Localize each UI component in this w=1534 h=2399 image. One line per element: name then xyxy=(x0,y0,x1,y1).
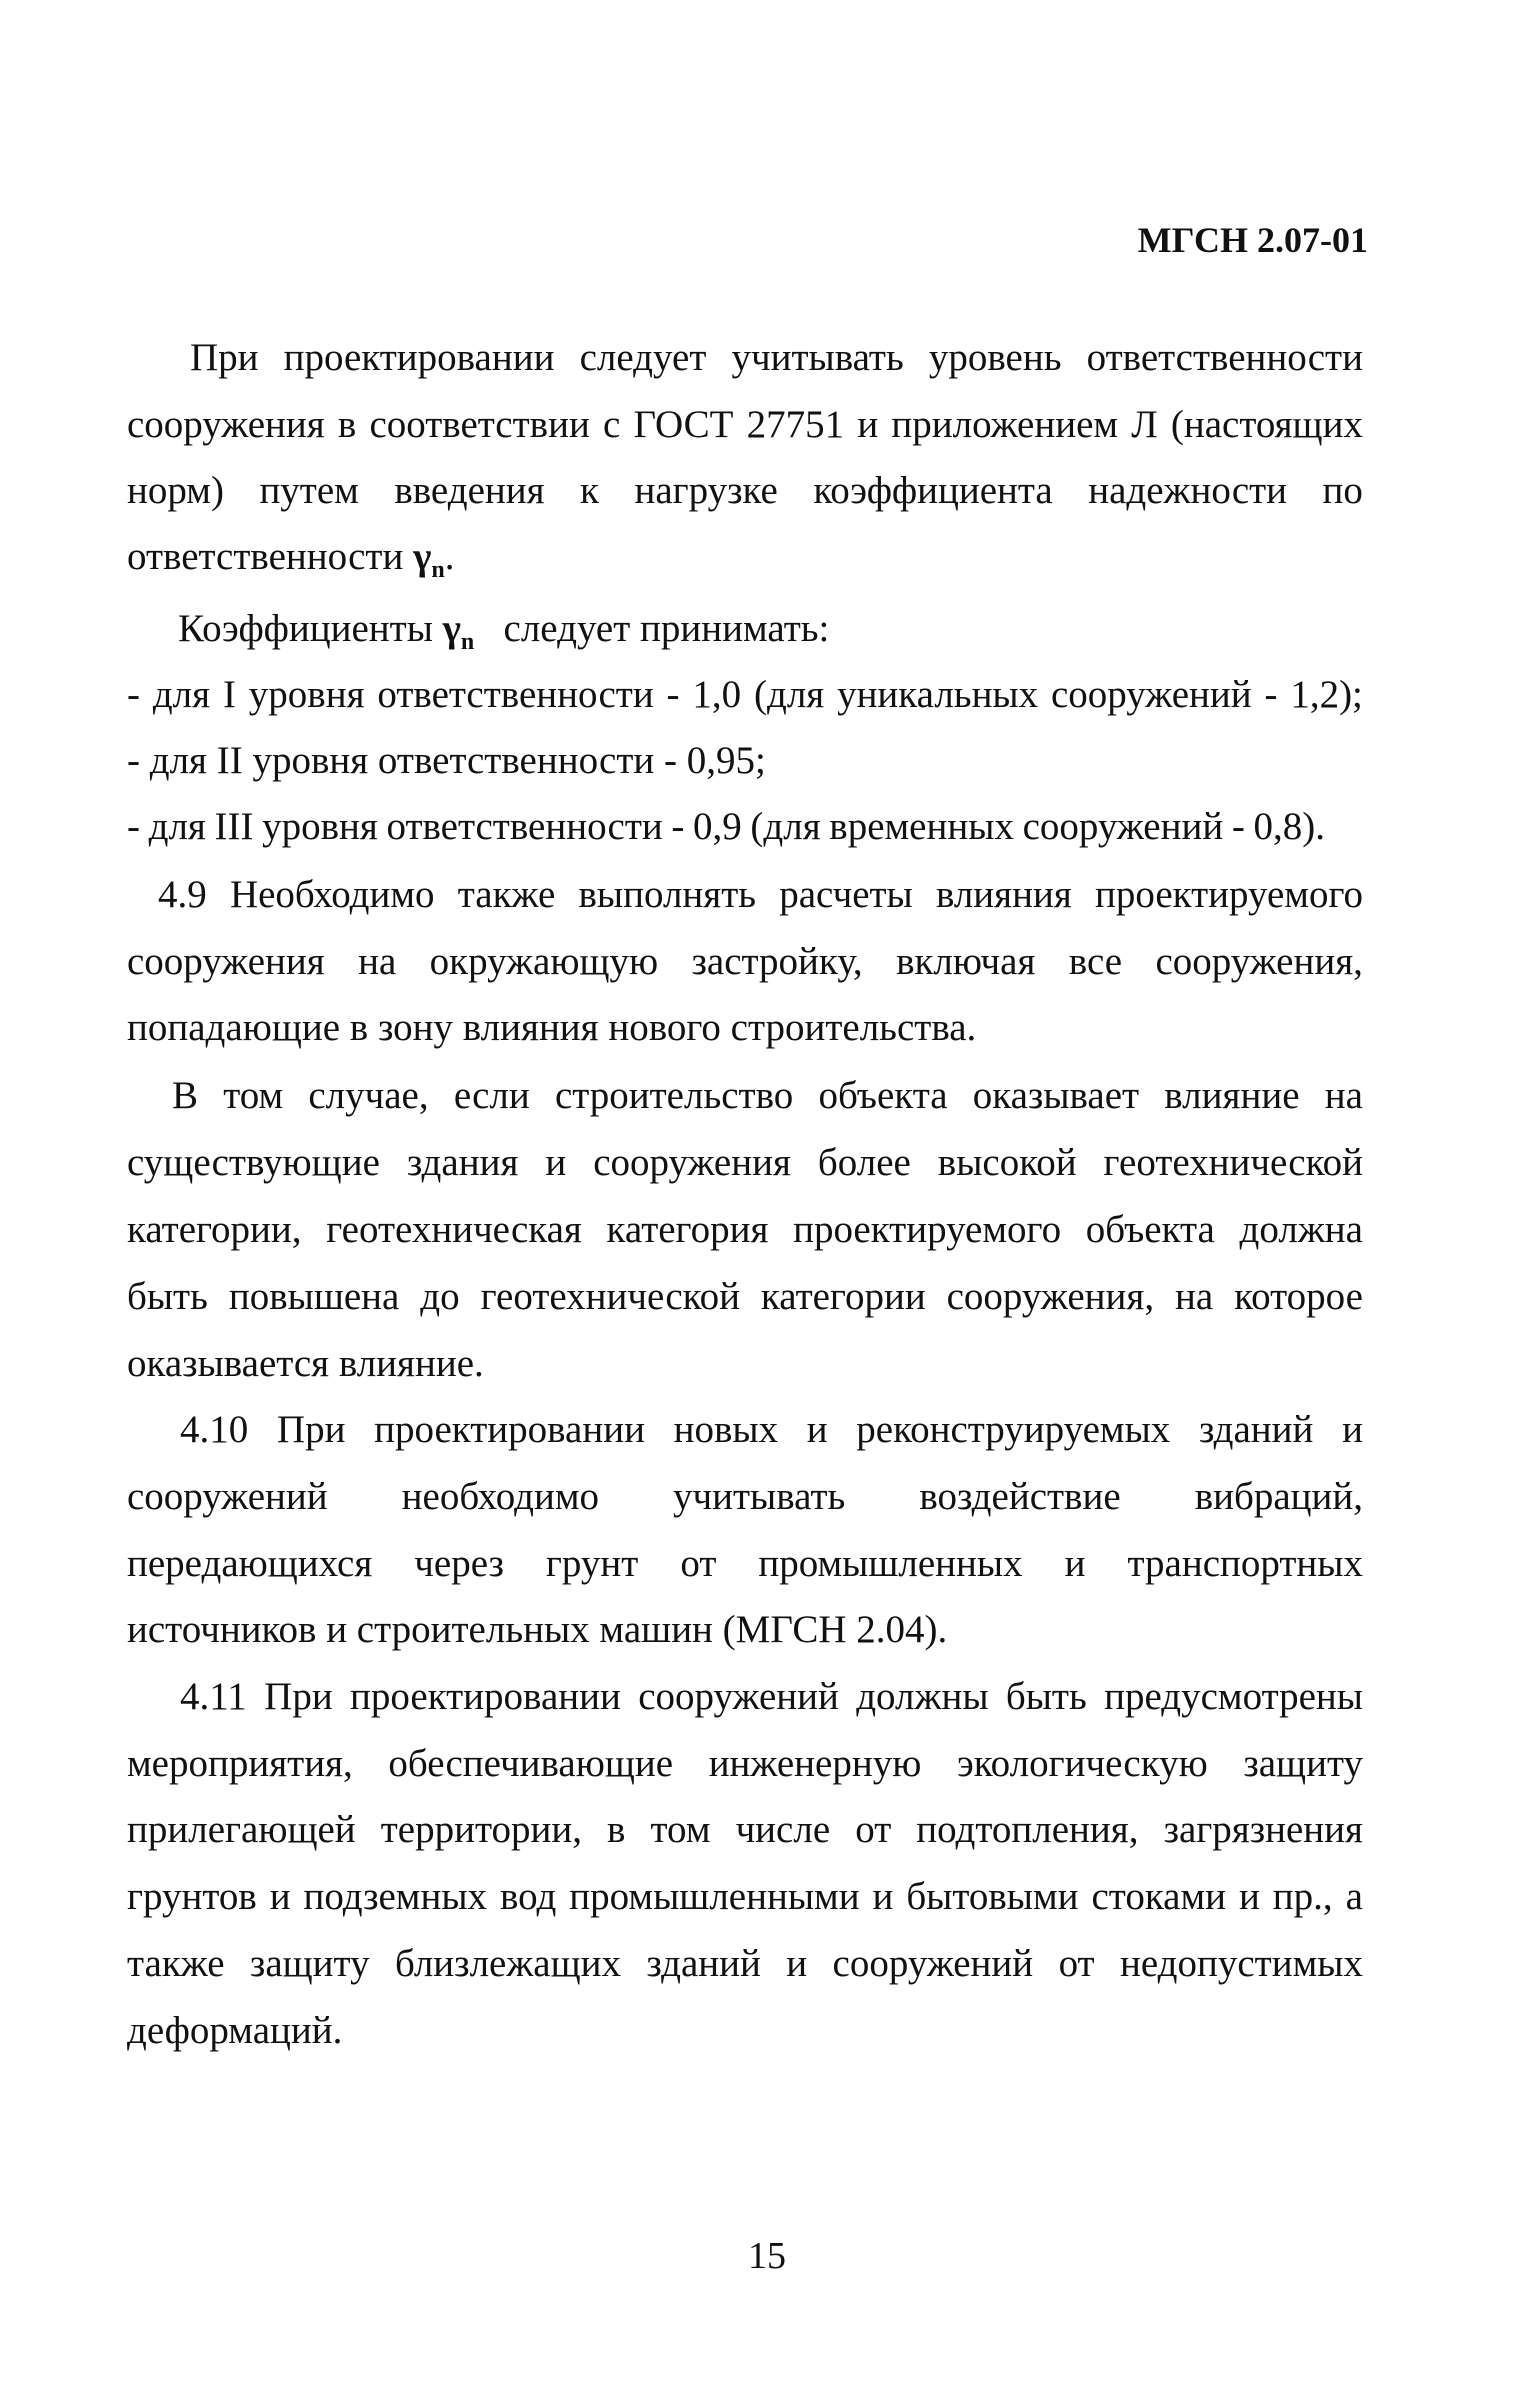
text-line xyxy=(127,1877,1363,1916)
word: соответствии xyxy=(369,403,590,446)
word: недопустимых xyxy=(1119,1942,1363,1985)
word: до xyxy=(420,1275,460,1318)
text-run: . xyxy=(444,535,455,578)
word: подтопления, xyxy=(916,1808,1139,1851)
word: III xyxy=(214,805,254,848)
document-header: МГСН 2.07-01 xyxy=(1137,220,1368,260)
word: (для xyxy=(750,805,821,848)
word: для xyxy=(148,805,206,848)
word: и xyxy=(545,1141,567,1184)
text-line xyxy=(127,405,1363,444)
word: надежности xyxy=(1088,469,1288,512)
text-line: оказывается влияние. xyxy=(127,1342,484,1385)
word: сооружения, xyxy=(946,1275,1155,1318)
word: введения xyxy=(394,469,545,512)
word: путем xyxy=(259,469,359,512)
word: - xyxy=(127,805,140,848)
word: обеспечивающие xyxy=(388,1742,674,1785)
word: проектировании xyxy=(350,1675,621,1718)
word: том xyxy=(223,1074,284,1117)
word: уровня xyxy=(262,805,378,848)
word: сооружений xyxy=(127,1475,328,1518)
word: расчеты xyxy=(779,873,913,916)
word: 4.11 xyxy=(180,1675,247,1718)
word: коэффициента xyxy=(813,469,1053,512)
text-line xyxy=(127,1210,1363,1249)
text-line xyxy=(190,338,1363,377)
word: объекта xyxy=(1085,1208,1215,1251)
word: - xyxy=(1231,805,1245,848)
word: Необходимо xyxy=(229,873,435,916)
text-line xyxy=(180,1410,1363,1449)
word: следует xyxy=(579,336,707,379)
word: В xyxy=(172,1074,199,1117)
word: и xyxy=(806,1408,828,1451)
word: уникальных xyxy=(837,673,1039,716)
word: проектируемого xyxy=(793,1208,1062,1251)
word: если xyxy=(453,1074,530,1117)
text-line xyxy=(127,1143,1363,1182)
word: и xyxy=(1064,1542,1086,1585)
word: стоками xyxy=(1091,1875,1227,1918)
word: оказывает xyxy=(972,1074,1140,1117)
word: необходимо xyxy=(401,1475,599,1518)
text-line xyxy=(127,1744,1363,1783)
list-item xyxy=(127,807,1325,846)
word: геотехнической xyxy=(480,1275,740,1318)
word: и xyxy=(1342,1408,1363,1451)
word: грунт xyxy=(545,1542,639,1585)
text-line xyxy=(180,1677,1363,1716)
word: более xyxy=(817,1141,911,1184)
word: бытовыми xyxy=(906,1875,1079,1918)
word: включая xyxy=(896,940,1036,983)
word: сооружений xyxy=(1022,805,1224,848)
word: также xyxy=(457,873,556,916)
word: - xyxy=(127,673,140,716)
word: 4.9 xyxy=(158,873,207,916)
word: 1,0 xyxy=(692,673,742,716)
word: на xyxy=(358,940,397,983)
word: и xyxy=(269,1875,291,1918)
word: близлежащих xyxy=(394,1942,622,1985)
word: ответственности xyxy=(386,805,663,848)
word: по xyxy=(1322,469,1363,512)
word: передающихся xyxy=(127,1542,373,1585)
word: территории, xyxy=(380,1808,582,1851)
word: строительство xyxy=(554,1074,794,1117)
text-run: Коэффициенты xyxy=(178,607,433,650)
word: ответственности xyxy=(377,673,654,716)
word: геотехнической xyxy=(1103,1141,1363,1184)
word: а xyxy=(1345,1875,1363,1918)
word: от xyxy=(855,1808,892,1851)
text-line xyxy=(127,1277,1363,1316)
word: геотехническая xyxy=(326,1208,582,1251)
word: промышленных xyxy=(758,1542,1023,1585)
word: сооружения xyxy=(593,1141,791,1184)
word: I xyxy=(222,673,236,716)
text-line: источников и строительных машин (МГСН 2.04). xyxy=(127,1608,948,1651)
word: высокой xyxy=(937,1141,1077,1184)
word: том xyxy=(650,1808,711,1851)
gamma-subscript: n xyxy=(460,629,475,655)
word: категория xyxy=(606,1208,769,1251)
word: При xyxy=(190,336,259,379)
text-line xyxy=(127,535,455,583)
word: сооружения xyxy=(127,940,325,983)
word: уровень xyxy=(928,336,1062,379)
text-line xyxy=(127,1544,1363,1583)
word: и xyxy=(786,1942,808,1985)
word: быть xyxy=(1005,1675,1087,1718)
word: здания xyxy=(406,1141,519,1184)
word: влияния xyxy=(935,873,1072,916)
word: категории, xyxy=(127,1208,302,1251)
word: для xyxy=(152,673,211,716)
word: проектировании xyxy=(283,336,555,379)
word: окружающую xyxy=(429,940,659,983)
word: с xyxy=(602,403,621,446)
text-line xyxy=(127,471,1363,510)
word: временных xyxy=(829,805,1014,848)
word: подземных xyxy=(303,1875,488,1918)
word: числе xyxy=(735,1808,831,1851)
word: и xyxy=(857,403,879,446)
word: инженерную xyxy=(708,1742,922,1785)
word: проектируемого xyxy=(1094,873,1363,916)
word: ответственности xyxy=(1086,336,1363,379)
word: зданий xyxy=(1198,1408,1314,1451)
word: существующие xyxy=(127,1141,380,1184)
word: 4.10 xyxy=(180,1408,249,1451)
word: 27751 xyxy=(746,403,845,446)
word: сооружений xyxy=(638,1675,839,1718)
word: При xyxy=(276,1408,346,1451)
page-number: 15 xyxy=(748,2235,786,2277)
word: влияние xyxy=(1164,1074,1300,1117)
word: на xyxy=(1175,1275,1214,1318)
text-run: следует принимать: xyxy=(503,607,830,650)
gamma-subscript: n xyxy=(431,557,445,583)
word: ГОСТ xyxy=(633,403,734,446)
word: сооружений xyxy=(1050,673,1252,716)
word: Л xyxy=(1131,403,1158,446)
word: быть xyxy=(127,1275,208,1318)
word: случае, xyxy=(308,1074,429,1117)
word: новых xyxy=(673,1408,779,1451)
word: прилегающей xyxy=(127,1808,356,1851)
word: При xyxy=(264,1675,333,1718)
word: застройку, xyxy=(691,940,863,983)
word: к xyxy=(580,469,599,512)
word: зданий xyxy=(646,1942,761,1985)
text-line xyxy=(172,1076,1363,1115)
word: пр., xyxy=(1272,1875,1333,1918)
word: (для xyxy=(753,673,825,716)
text-line xyxy=(127,1810,1363,1849)
word: учитывать xyxy=(673,1475,846,1518)
word: защиту xyxy=(1243,1742,1363,1785)
list-item xyxy=(127,675,1363,714)
word: промышленными xyxy=(569,1875,860,1918)
word: через xyxy=(414,1542,504,1585)
paragraph-2 xyxy=(178,607,830,655)
word: вод xyxy=(499,1875,557,1918)
word: реконструируемых xyxy=(856,1408,1171,1451)
text-line: попадающие в зону влияния нового строительства. xyxy=(127,1006,977,1049)
word: все xyxy=(1068,940,1123,983)
text-line xyxy=(127,942,1363,981)
word: сооружения, xyxy=(1155,940,1363,983)
word: (настоящих xyxy=(1170,403,1363,446)
text-line xyxy=(158,875,1363,914)
word: в xyxy=(607,1808,626,1851)
word: уровня xyxy=(248,673,365,716)
gamma-symbol: γ xyxy=(413,535,432,578)
word: 1,2); xyxy=(1290,673,1363,716)
word: также xyxy=(127,1942,225,1985)
word: категории xyxy=(760,1275,926,1318)
list-item: - для II уровня ответственности - 0,95; xyxy=(127,739,766,782)
word: воздействие xyxy=(919,1475,1121,1518)
gamma-symbol: γ xyxy=(442,607,461,650)
text-line xyxy=(127,1477,1363,1516)
word: от xyxy=(1058,1942,1095,1985)
word: проектировании xyxy=(374,1408,645,1451)
word: должны xyxy=(856,1675,989,1718)
word: сооружения xyxy=(127,403,325,446)
word: норм) xyxy=(127,469,224,512)
word: в xyxy=(337,403,357,446)
word: выполнять xyxy=(578,873,757,916)
word: - xyxy=(1264,673,1278,716)
word: вибраций, xyxy=(1194,1475,1363,1518)
word: учитывать xyxy=(731,336,904,379)
word: и xyxy=(872,1875,894,1918)
word: которое xyxy=(1234,1275,1363,1318)
word: транспортных xyxy=(1127,1542,1363,1585)
word: от xyxy=(680,1542,717,1585)
word: должна xyxy=(1239,1208,1363,1251)
word: приложением xyxy=(891,403,1119,446)
word: экологическую xyxy=(956,1742,1208,1785)
word: на xyxy=(1324,1074,1363,1117)
word: 0,9 xyxy=(693,805,742,848)
word: - xyxy=(666,673,680,716)
word: мероприятия, xyxy=(127,1742,353,1785)
text-line xyxy=(127,1944,1363,1983)
word: 0,8). xyxy=(1253,805,1325,848)
word: грунтов xyxy=(127,1875,257,1918)
text-line: деформаций. xyxy=(127,2009,343,2052)
word: загрязнения xyxy=(1163,1808,1363,1851)
word: - xyxy=(671,805,685,848)
word: нагрузке xyxy=(634,469,778,512)
word: объекта xyxy=(818,1074,948,1117)
word: сооружений xyxy=(832,1942,1034,1985)
word: предусмотрены xyxy=(1104,1675,1363,1718)
text-run: ответственности xyxy=(127,535,404,578)
word: защиту xyxy=(249,1942,370,1985)
word: повышена xyxy=(228,1275,400,1318)
word: и xyxy=(1238,1875,1260,1918)
